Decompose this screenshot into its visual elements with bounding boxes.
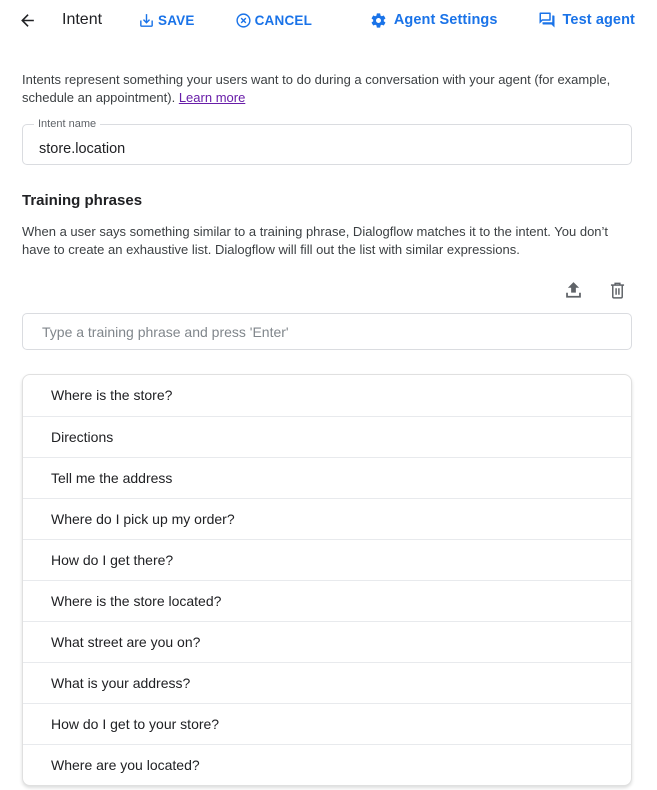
- page-title: Intent: [62, 11, 103, 28]
- topbar-right-group: [370, 11, 635, 29]
- intent-description-text: Intents represent something your users want to do during a conversation with your agent (for example, schedule an appointment).: [22, 72, 611, 105]
- training-phrase-text: Where is the store located?: [51, 593, 222, 609]
- training-phrase-row[interactable]: [23, 580, 631, 621]
- training-phrase-text: Directions: [51, 429, 114, 445]
- agent-settings-button[interactable]: [370, 12, 498, 29]
- training-phrase-row[interactable]: [23, 621, 631, 662]
- agent-settings-label: Agent Settings: [393, 12, 498, 28]
- intent-name-label: Intent name: [34, 119, 100, 130]
- upload-icon: [563, 280, 584, 301]
- training-phrase-text: Where do I pick up my order?: [51, 511, 235, 527]
- training-phrase-row[interactable]: [23, 416, 631, 457]
- cancel-button[interactable]: [235, 12, 312, 29]
- training-phrase-row[interactable]: [23, 703, 631, 744]
- test-agent-label: Test agent: [562, 12, 635, 28]
- save-button[interactable]: [138, 12, 195, 29]
- back-arrow-icon: [18, 11, 37, 30]
- test-agent-button[interactable]: [538, 11, 635, 29]
- training-phrases-description: When a user says something similar to a training phrase, Dialogflow matches it to the intent. You don’t have to create an exhaustive list. Dialogflow will fill out the list with similar expressions.: [22, 224, 609, 257]
- topbar: [0, 0, 657, 38]
- training-phrase-text: Where is the store?: [51, 387, 173, 403]
- intent-name-input[interactable]: [23, 125, 631, 164]
- training-phrases-toolbar: [22, 280, 632, 301]
- training-phrase-row[interactable]: [23, 457, 631, 498]
- training-phrase-row[interactable]: [23, 744, 631, 785]
- training-phrase-text: Where are you located?: [51, 757, 200, 773]
- save-button-label: SAVE: [158, 12, 195, 28]
- learn-more-link[interactable]: Learn more: [178, 90, 246, 105]
- training-phrase-row[interactable]: [23, 498, 631, 539]
- training-phrase-input[interactable]: [22, 313, 632, 350]
- training-phrase-row[interactable]: [23, 662, 631, 703]
- training-phrase-text: Tell me the address: [51, 470, 173, 486]
- training-phrase-row[interactable]: [23, 539, 631, 580]
- intent-description: [22, 71, 632, 107]
- cancel-button-label: CANCEL: [254, 12, 313, 28]
- training-phrase-text: What is your address?: [51, 675, 191, 691]
- cancel-icon: [235, 12, 252, 29]
- delete-phrases-button[interactable]: [607, 280, 628, 301]
- save-icon: [138, 12, 155, 29]
- intent-name-field: [22, 118, 632, 165]
- intent-form: [0, 71, 657, 786]
- upload-phrases-button[interactable]: [563, 280, 584, 301]
- back-button[interactable]: [18, 11, 37, 30]
- training-phrase-text: How do I get to your store?: [51, 716, 220, 732]
- trash-icon: [607, 280, 628, 301]
- training-phrase-text: How do I get there?: [51, 552, 174, 568]
- training-phrase-text: What street are you on?: [51, 634, 201, 650]
- chat-forum-icon: [538, 11, 556, 29]
- training-phrases-heading: Training phrases: [22, 192, 143, 209]
- training-phrases-list: [22, 374, 632, 786]
- gear-icon: [370, 12, 387, 29]
- training-phrase-row[interactable]: [23, 375, 631, 416]
